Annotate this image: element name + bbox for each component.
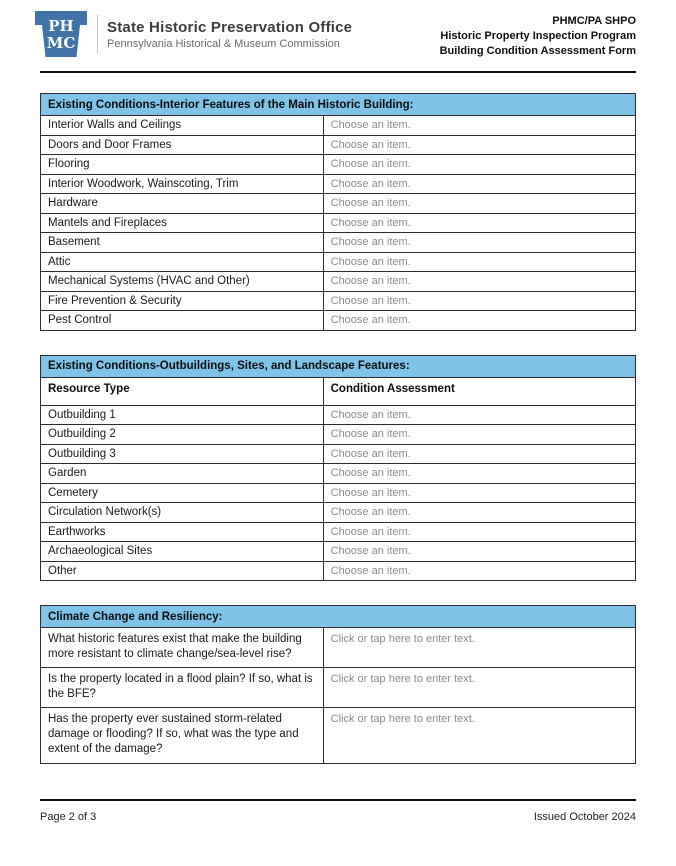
column-header-row — [41, 377, 636, 405]
table-row — [41, 522, 636, 542]
row-label: Mantels and Fireplaces — [41, 213, 324, 233]
table-row — [41, 213, 636, 233]
text-entry-field[interactable]: Click or tap here to enter text. — [323, 708, 635, 764]
question-label: What historic features exist that make the building more resistant to climate change/sea-level rise? — [41, 628, 324, 668]
table-row — [41, 116, 636, 136]
svg-text:MC: MC — [46, 34, 76, 52]
row-label: Circulation Network(s) — [41, 503, 324, 523]
condition-dropdown[interactable]: Choose an item. — [323, 542, 635, 562]
table-row — [41, 405, 636, 425]
section-header-interior-features: Existing Conditions-Interior Features of the Main Historic Building: — [41, 94, 636, 116]
condition-dropdown[interactable]: Choose an item. — [323, 503, 635, 523]
table-row — [41, 668, 636, 708]
row-label: Pest Control — [41, 311, 324, 331]
table-row — [41, 503, 636, 523]
table-row — [41, 155, 636, 175]
row-label: Interior Woodwork, Wainscoting, Trim — [41, 174, 324, 194]
page-header — [34, 10, 636, 59]
table-row — [41, 561, 636, 581]
condition-dropdown[interactable]: Choose an item. — [323, 444, 635, 464]
section-header-outbuildings: Existing Conditions-Outbuildings, Sites, and Landscape Features: — [41, 355, 636, 377]
table-row — [41, 708, 636, 764]
org-text-block — [107, 19, 352, 50]
condition-dropdown[interactable]: Choose an item. — [323, 135, 635, 155]
row-label: Outbuilding 1 — [41, 405, 324, 425]
page-number: Page 2 of 3 — [40, 811, 97, 823]
document-title-block — [440, 10, 636, 59]
page-footer — [40, 811, 636, 823]
doc-title-line1: PHMC/PA SHPO — [552, 15, 636, 27]
phmc-keystone-logo-icon — [34, 10, 88, 58]
org-subtitle: Pennsylvania Historical & Museum Commission — [107, 37, 340, 50]
table-row — [41, 425, 636, 445]
question-label: Has the property ever sustained storm-related damage or flooding? If so, what was the type and extent of the damage? — [41, 708, 324, 764]
condition-dropdown[interactable]: Choose an item. — [323, 291, 635, 311]
condition-dropdown[interactable]: Choose an item. — [323, 522, 635, 542]
text-entry-field[interactable]: Click or tap here to enter text. — [323, 668, 635, 708]
condition-dropdown[interactable]: Choose an item. — [323, 311, 635, 331]
row-label: Hardware — [41, 194, 324, 214]
section-header-climate-change: Climate Change and Resiliency: — [41, 606, 636, 628]
condition-dropdown[interactable]: Choose an item. — [323, 425, 635, 445]
condition-dropdown[interactable]: Choose an item. — [323, 405, 635, 425]
row-label: Garden — [41, 464, 324, 484]
footer-rule — [40, 799, 636, 801]
row-label: Fire Prevention & Security — [41, 291, 324, 311]
table-row — [41, 444, 636, 464]
header-rule — [40, 71, 636, 73]
table-row — [41, 291, 636, 311]
table-row — [41, 135, 636, 155]
row-label: Cemetery — [41, 483, 324, 503]
condition-dropdown[interactable]: Choose an item. — [323, 483, 635, 503]
condition-dropdown[interactable]: Choose an item. — [323, 233, 635, 253]
doc-title-line2: Historic Property Inspection Program — [440, 30, 636, 42]
row-label: Flooring — [41, 155, 324, 175]
table-row — [41, 174, 636, 194]
condition-dropdown[interactable]: Choose an item. — [323, 213, 635, 233]
row-label: Outbuilding 2 — [41, 425, 324, 445]
column-header-condition-assessment: Condition Assessment — [323, 377, 635, 405]
condition-dropdown[interactable]: Choose an item. — [323, 252, 635, 272]
svg-text:PH: PH — [48, 17, 74, 35]
row-label: Mechanical Systems (HVAC and Other) — [41, 272, 324, 292]
text-entry-field[interactable]: Click or tap here to enter text. — [323, 628, 635, 668]
table-row — [41, 311, 636, 331]
header-divider — [97, 15, 98, 53]
condition-dropdown[interactable]: Choose an item. — [323, 464, 635, 484]
table-row — [41, 252, 636, 272]
table-row — [41, 272, 636, 292]
row-label: Archaeological Sites — [41, 542, 324, 562]
condition-dropdown[interactable]: Choose an item. — [323, 174, 635, 194]
doc-title-line3: Building Condition Assessment Form — [439, 45, 636, 57]
condition-dropdown[interactable]: Choose an item. — [323, 561, 635, 581]
condition-dropdown[interactable]: Choose an item. — [323, 272, 635, 292]
row-label: Basement — [41, 233, 324, 253]
climate-change-table — [40, 605, 636, 764]
table-row — [41, 483, 636, 503]
row-label: Earthworks — [41, 522, 324, 542]
interior-features-table — [40, 93, 636, 331]
row-label: Other — [41, 561, 324, 581]
row-label: Doors and Door Frames — [41, 135, 324, 155]
table-row — [41, 628, 636, 668]
row-label: Attic — [41, 252, 324, 272]
table-row — [41, 542, 636, 562]
condition-dropdown[interactable]: Choose an item. — [323, 194, 635, 214]
column-header-resource-type: Resource Type — [41, 377, 324, 405]
org-title: State Historic Preservation Office — [107, 18, 353, 36]
issued-date: Issued October 2024 — [533, 811, 636, 823]
question-label: Is the property located in a flood plain? If so, what is the BFE? — [41, 668, 324, 708]
outbuildings-table — [40, 355, 636, 582]
condition-dropdown[interactable]: Choose an item. — [323, 116, 635, 136]
table-row — [41, 464, 636, 484]
row-label: Outbuilding 3 — [41, 444, 324, 464]
condition-dropdown[interactable]: Choose an item. — [323, 155, 635, 175]
header-branding — [34, 10, 352, 58]
table-row — [41, 233, 636, 253]
row-label: Interior Walls and Ceilings — [41, 116, 324, 136]
table-row — [41, 194, 636, 214]
